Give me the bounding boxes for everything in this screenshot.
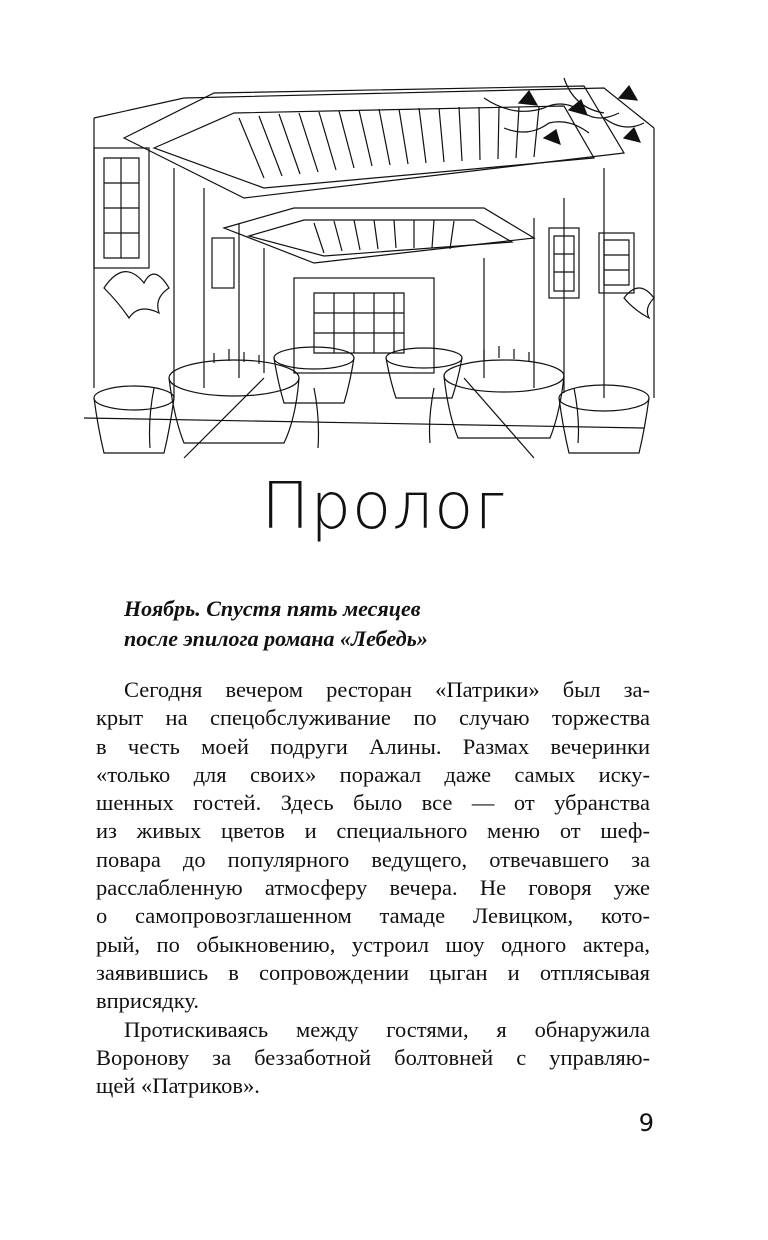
text-line: «только для своих» поражал даже самых иску- (96, 761, 650, 787)
text-line: заявившись в сопровождении цыган и отплясывая (96, 959, 650, 985)
text-line: вприсядку. (96, 988, 199, 1014)
epigraph-line: после эпилога романа «Лебедь» (124, 626, 428, 651)
text-line: повара до популярного ведущего, отвечавшего за (96, 846, 650, 872)
text-line: в честь моей подруги Алины. Размах вечеринки (96, 733, 650, 759)
restaurant-hall-illustration (64, 58, 664, 460)
paragraph (96, 1016, 650, 1101)
text-line: Протискиваясь между гостями, я обнаружила (124, 1016, 650, 1042)
text-line: Сегодня вечером ресторан «Патрики» был за- (124, 677, 650, 702)
text-line: расслабленную атмосферу вечера. Не говоря уже (96, 875, 650, 901)
paragraph (96, 676, 650, 1016)
text-line: крыт на спецобслуживание по случаю торжества (96, 705, 650, 731)
epigraph-line: Ноябрь. Спустя пять месяцев (124, 596, 421, 621)
text-line: из живых цветов и специального меню от шеф- (96, 818, 650, 844)
body-text (96, 676, 650, 1100)
text-line: Воронову за беззаботной болтовней с управляю- (96, 1044, 650, 1070)
text-line: рый, по обыкновению, устроил шоу одного актера, (96, 931, 650, 957)
text-line: щей «Патриков». (96, 1073, 260, 1099)
text-line: о самопровозглашенном тамаде Левицком, кото- (96, 903, 650, 929)
page-number: 9 (638, 1109, 654, 1137)
chapter-title: Пролог (261, 470, 507, 544)
text-line: шенных гостей. Здесь было все — от убранства (96, 790, 650, 816)
epigraph (124, 594, 664, 654)
